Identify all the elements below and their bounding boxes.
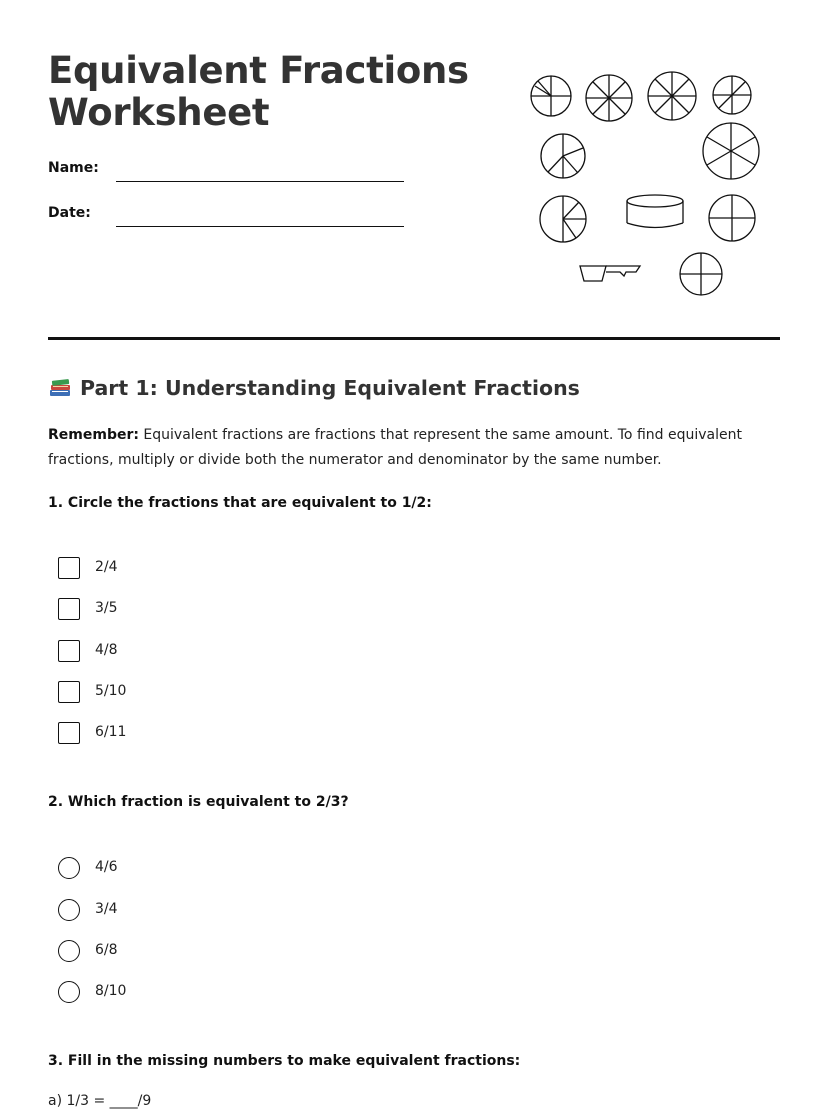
radio-button[interactable] <box>58 981 80 1003</box>
part1-heading <box>48 376 580 403</box>
option-label: 3/5 <box>95 600 118 616</box>
fraction-circle-icon <box>648 72 696 120</box>
option-label: 4/8 <box>95 642 118 658</box>
question-3-prompt: 3. Fill in the missing numbers to make equivalent fractions: <box>48 1053 521 1069</box>
remember-note <box>48 423 788 473</box>
page-title <box>48 50 469 134</box>
q1-option[interactable] <box>58 681 258 705</box>
date-label: Date: <box>48 205 91 221</box>
cake-pan-icon <box>627 195 683 228</box>
fraction-circle-icon <box>586 75 632 121</box>
option-label: 8/10 <box>95 983 127 999</box>
checkbox[interactable] <box>58 722 80 744</box>
fraction-circle-icon <box>531 76 571 116</box>
q1-option[interactable] <box>58 557 258 581</box>
q2-option[interactable] <box>58 940 258 964</box>
option-label: 2/4 <box>95 559 118 575</box>
part1-heading-text: Part 1: Understanding Equivalent Fractions <box>80 376 580 400</box>
checkbox[interactable] <box>58 598 80 620</box>
name-field[interactable] <box>48 160 408 190</box>
section-divider <box>48 337 780 340</box>
remember-text: Equivalent fractions are fractions that represent the same amount. To find equivalent fractions, multiply or divide both the numerator and denominator by the same number. <box>48 427 742 468</box>
option-label: 4/6 <box>95 859 118 875</box>
title-line-1: Equivalent Fractions <box>48 49 469 92</box>
fraction-circle-icon <box>541 134 585 178</box>
q2-option[interactable] <box>58 857 258 881</box>
option-label: 5/10 <box>95 683 127 699</box>
name-label: Name: <box>48 160 99 176</box>
remember-label: Remember: <box>48 427 139 443</box>
checkbox[interactable] <box>58 557 80 579</box>
checkbox[interactable] <box>58 640 80 662</box>
q1-option[interactable] <box>58 598 258 622</box>
fraction-circle-icon <box>709 195 755 241</box>
title-line-2: Worksheet <box>48 91 270 134</box>
fraction-circle-icon <box>540 196 586 242</box>
checkbox[interactable] <box>58 681 80 703</box>
q2-option[interactable] <box>58 981 258 1005</box>
fraction-circle-icon <box>713 76 751 114</box>
radio-button[interactable] <box>58 899 80 921</box>
q2-option[interactable] <box>58 899 258 923</box>
name-line[interactable] <box>116 181 404 182</box>
question-1-prompt: 1. Circle the fractions that are equivalent to 1/2: <box>48 495 432 511</box>
option-label: 6/8 <box>95 942 118 958</box>
radio-button[interactable] <box>58 857 80 879</box>
radio-button[interactable] <box>58 940 80 962</box>
fraction-circle-icon <box>680 253 722 295</box>
books-icon <box>48 376 72 403</box>
question-2-prompt: 2. Which fraction is equivalent to 2/3? <box>48 794 349 810</box>
q1-option[interactable] <box>58 640 258 664</box>
date-line[interactable] <box>116 226 404 227</box>
measuring-cup-icon <box>580 266 640 281</box>
fraction-clipart <box>526 66 776 302</box>
fraction-circle-icon <box>703 123 759 179</box>
q3-item-a[interactable]: a) 1/3 = ____/9 <box>48 1093 152 1109</box>
q1-option[interactable] <box>58 722 258 746</box>
option-label: 6/11 <box>95 724 127 740</box>
date-field[interactable] <box>48 205 408 235</box>
option-label: 3/4 <box>95 901 118 917</box>
